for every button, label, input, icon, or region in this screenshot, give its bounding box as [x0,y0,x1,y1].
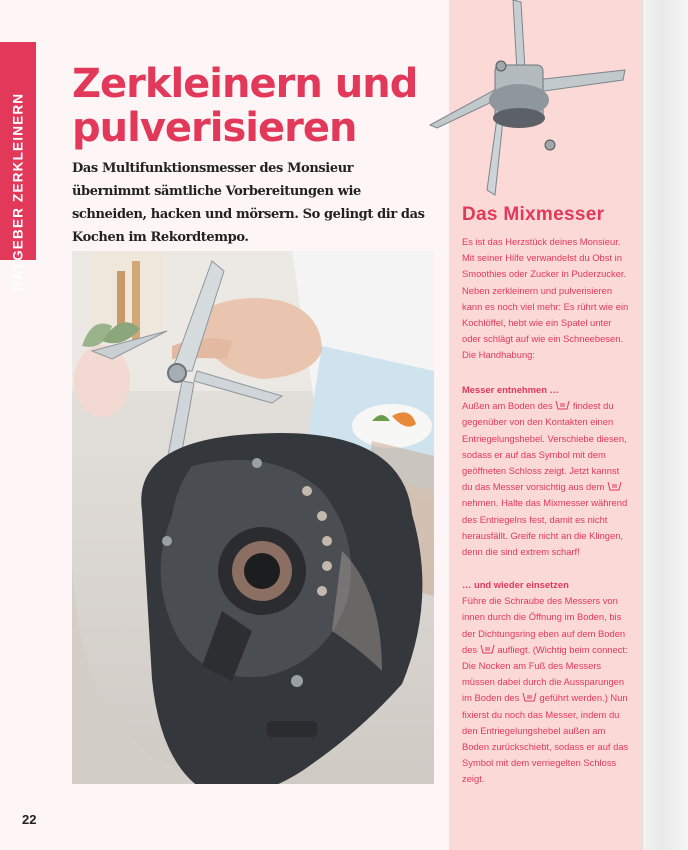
mixing-bowl-icon [522,693,537,702]
section-tab-label: RATGEBER ZERKLEINERN [10,92,26,292]
main-photo [72,251,434,784]
mixing-bowl-icon [607,482,622,491]
page-edge [642,0,688,850]
page-number: 22 [22,812,37,827]
insert-knife-heading: … und wieder einsetzen [462,579,569,590]
page-title: Zerkleinern und pulverisieren [72,61,418,151]
mixmesser-image [425,0,631,200]
insert-text-2: aufliegt. (Wichtig beim connect: Die Nocken am Fuß des Messers müssen dabei durch die Aussparungen im Boden des [462,643,628,704]
insert-knife-section [462,577,632,788]
insert-text-1: Führe die Schraube des Messers von innen durch die Öffnung im Boden, bis der Dichtungsring eben auf dem Boden des [462,595,626,655]
mixing-bowl-icon [480,645,495,654]
remove-text-2: findest du gegenüber von den Kontakten einen Entriegelungshebel. Verschiebe diesen, sodass er auf das Symbol mit dem geöffneten Schloss zeigt. Jetzt kannst du das Messer vorsichtig aus dem [462,400,627,493]
sidebar-box-intro: Es ist das Herzstück deines Monsieur. Mit seiner Hilfe verwandelst du Obst in Smoothies oder Zucker in Puderzucker. Neben zerkleinern und pulverisieren kann es noch viel mehr: Es rührt wie ein Kochlöffel, hebt wie ein Spatel unter oder schlägt auf wie ein Schneebesen. Die Handhabung: [462,236,629,361]
intro-text: Das Multifunktionsmesser des Monsieur übernimmt sämtliche Vorbereitungen wie schneiden, hacken und mörsern. So gelingt dir das Kochen im Rekordtempo. [72,161,425,245]
section-tab [0,42,36,292]
insert-text-3: geführt werden.) Nun fixierst du noch das Messer, indem du den Entriegelungshebel außen am Boden zurückschiebt, sodass er auf das Symbol mit dem verriegelten Schloss zeigt. [462,692,629,785]
mixing-bowl-icon [555,401,570,410]
remove-knife-heading: Messer entnehmen … [462,384,559,395]
remove-text-1: Außen am Boden des [462,400,553,412]
sidebar-box-title: Das Mixmesser [462,204,605,225]
remove-text-3: nehmen. Halte das Mixmesser während des Entriegelns fest, damit es nicht herausfällt. Greife nicht an die Klingen, denn die sind extrem scharf! [462,497,628,558]
remove-knife-section [462,382,632,560]
photo-illustration [72,251,434,784]
